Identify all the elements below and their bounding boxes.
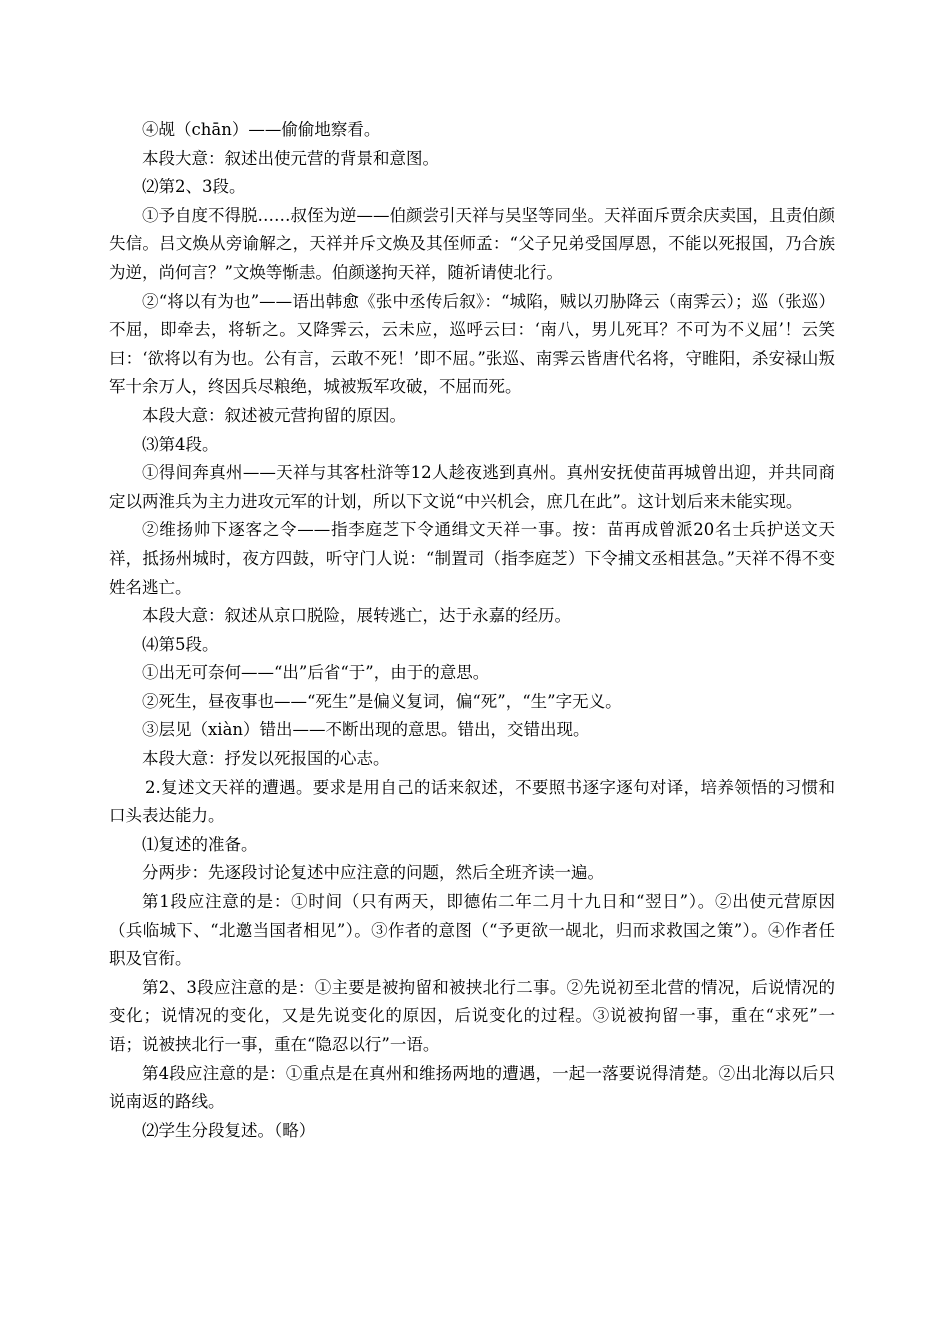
- paragraph: ⑴复述的准备。: [142, 834, 258, 854]
- paragraph: ⑵学生分段复述。（略）: [142, 1120, 316, 1140]
- document-page: [109, 116, 835, 1145]
- paragraph: ③层见（xiàn）错出——不断出现的意思。错出，交错出现。: [142, 720, 590, 740]
- paragraph: 本段大意：抒发以死报国的心志。: [142, 749, 390, 769]
- paragraph: ⑵第2、3段。: [142, 177, 246, 197]
- paragraph: ⑷第5段。: [142, 634, 219, 654]
- paragraph: ①得间奔真州——天祥与其客杜浒等12人趁夜逃到真州。真州安抚使苗再城曾出迎，并共同商定以两淮兵为主力进攻元军的计划，所以下文说“中兴机会，庶几在此”。这计划后来未能实现。: [109, 463, 835, 511]
- paragraph: 分两步：先逐段讨论复述中应注意的问题，然后全班齐读一遍。: [142, 863, 604, 883]
- paragraph: 本段大意：叙述被元营拘留的原因。: [142, 405, 406, 425]
- paragraph: 第1段应注意的是：①时间（只有两天，即德佑二年二月十九日和“翌日”）。②出使元营原因（兵临城下、“北邀当国者相见”）。③作者的意图（“予更欲一觇北，归而求救国之策”）。④作者任职及官衔。: [109, 892, 835, 969]
- paragraph: 本段大意：叙述出使元营的背景和意图。: [142, 148, 439, 168]
- paragraph: ⑶第4段。: [142, 434, 219, 454]
- paragraph: ②“将以有为也”——语出韩愈《张中丞传后叙》：“城陷，贼以刃胁降云（南霁云）；巡（张巡）不屈，即牵去，将斩之。又降霁云，云未应，巡呼云曰：‘南八，男儿死耳？不可为不义屈’！云笑曰：‘欲将以有为也。公有言，云敢不死！’即不屈。”张巡、南霁云皆唐代名将，守睢阳，杀安禄山叛军十余万人，终因兵尽粮绝，城被叛军攻破，不屈而死。: [109, 291, 835, 397]
- paragraph: 本段大意：叙述从京口脱险，展转逃亡，达于永嘉的经历。: [142, 606, 571, 626]
- paragraph: ①出无可奈何——“出”后省“于”，由于的意思。: [142, 663, 490, 683]
- paragraph: ②维扬帅下逐客之令——指李庭芝下令通缉文天祥一事。按：苗再成曾派20名士兵护送文天祥，抵扬州城时，夜方四鼓，听守门人说：“制置司（指李庭芝）下令捕文丞相甚急。”天祥不得不变姓名逃亡。: [109, 520, 835, 597]
- paragraph: 2.复述文天祥的遭遇。要求是用自己的话来叙述，不要照书逐字逐句对译，培养领悟的习惯和口头表达能力。: [109, 777, 835, 826]
- paragraph: ②死生，昼夜事也——“死生”是偏义复词，偏“死”，“生”字无义。: [142, 691, 622, 711]
- paragraph: ①予自度不得脱……叔侄为逆——伯颜尝引天祥与吴坚等同坐。天祥面斥贾余庆卖国，且责伯颜失信。吕文焕从旁谕解之，天祥并斥文焕及其侄师孟：“父子兄弟受国厚恩，不能以死报国，乃合族为逆，尚何言？”文焕等惭恚。伯颜遂拘天祥，随祈请使北行。: [109, 205, 835, 282]
- paragraph: 第2、3段应注意的是：①主要是被拘留和被挟北行二事。②先说初至北营的情况，后说情况的变化；说情况的变化，又是先说变化的原因，后说变化的过程。③说被拘留一事，重在“求死”一语；说被挟北行一事，重在“隐忍以行”一语。: [109, 977, 835, 1054]
- paragraph: ④觇（chān）——偷偷地察看。: [142, 120, 381, 139]
- paragraph: 第4段应注意的是：①重点是在真州和维扬两地的遭遇，一起一落要说得清楚。②出北海以后只说南返的路线。: [109, 1063, 835, 1112]
